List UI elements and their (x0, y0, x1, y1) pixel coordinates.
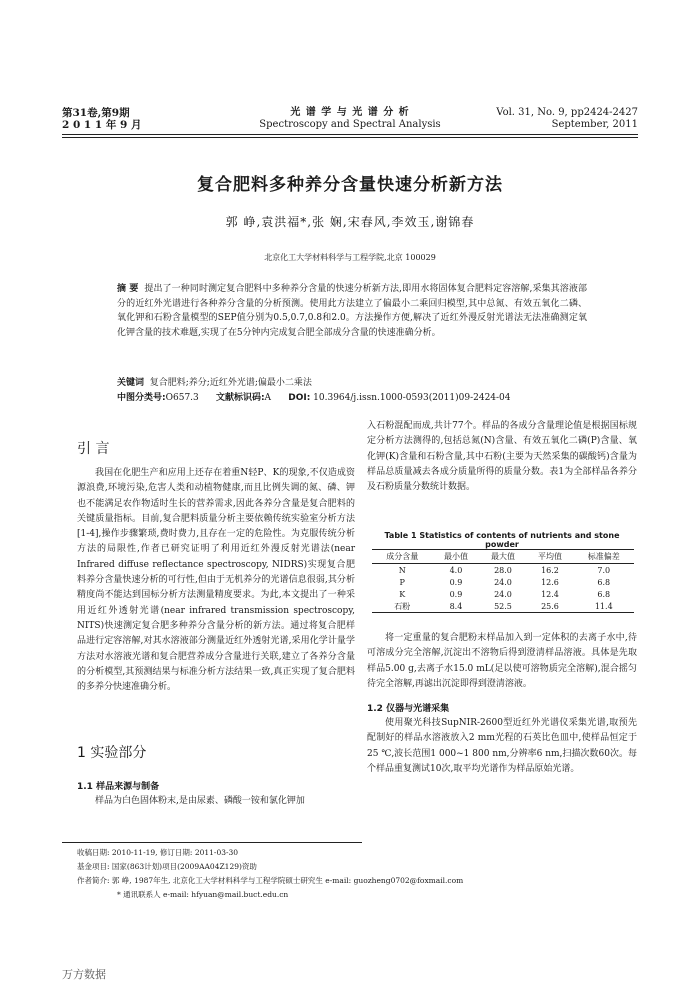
table-row (372, 564, 634, 577)
journal-name (240, 107, 460, 131)
table-cell: 12.6 (541, 577, 559, 587)
received-date: 收稿日期: 2010-11-19, 修订日期: 2011-03-30 (77, 848, 239, 857)
table-cell: 52.5 (479, 600, 526, 613)
table-cell: 24.0 (494, 589, 512, 599)
table-cell: 16.2 (541, 565, 559, 575)
table-cell: 28.0 (494, 565, 512, 575)
section-1-heading: 1 实验部分 (77, 745, 147, 761)
table-cell: 石粉 (372, 600, 432, 613)
keywords (117, 376, 617, 390)
table-cell: P (399, 577, 405, 587)
table-cell: 12.4 (541, 589, 559, 599)
journal-issue-cn (62, 107, 141, 131)
author-bio: 作者简介: 郭 峥, 1987年生, 北京化工大学材料科学与工程学院硕士研究生 e-mail: guozheng0702@foxmail.com (77, 876, 464, 885)
table-header-cell: 标准偏差 (574, 550, 635, 564)
keywords-label: 关键词 (117, 378, 145, 388)
table-row (372, 600, 634, 613)
solution-preparation-paragraph: 将一定重量的复合肥粉末样品加入到一定体积的去离子水中,待可溶成分完全溶解,沉淀出不溶物后得到澄清样品溶液。具体是先取样品5.00 g,去离子水15.0 mL(足以使可溶物质完全溶解),混合摇匀待完全溶解,再滤出沉淀即得到澄清溶液。 (367, 633, 637, 689)
table-cell: 7.0 (597, 565, 611, 575)
journal-issue-en (496, 107, 638, 131)
volume-issue-en: Vol. 31, No. 9, pp2424-2427 (496, 107, 638, 118)
header-rule (62, 134, 638, 135)
table-1 (372, 549, 634, 613)
intro-paragraph: 我国在化肥生产和应用上还存在着重N轻P、K的现象,不仅造成资源浪费,环境污染,危害人类和动植物健康,而且比例失调的氮、磷、钾也不能满足农作物适时生长的营养需求,因此各养分含量是复合肥料的关键质量指标。目前,复合肥料质量分析主要依赖传统实验室分析方法[1-4],操作步骤繁琐,费时费力,且存在一定的危险性。为克服传统分析方法的局限性,作者已研究证明了利用近红外漫反射光谱法(near Infrared diffuse reflectance spectroscopy, NIDRS)实现复合肥料养分含量快速分析的可行性,但由于无机养分的光谱信息很弱,其分析精度尚不能达到国标分析方法测量精度要求。为此,本文提出了一种采用近红外透射光谱(near infrared transmission spectroscopy, NITS)快速测定复合肥多种养分含量分析的新方法。通过将复合肥样品进行定容溶解,对其水溶液部分测量近红外透射光谱,采用化学计量学方法对水溶液光谱和复合肥营养成分含量进行关联,建立了各养分含量的分析模型,其预测结果与标准分析方法结果一致,真正实现了复合肥料的多养分快速准确分析。 (77, 468, 355, 693)
subsection-1-2-heading: 1.2 仪器与光谱采集 (367, 704, 450, 714)
keywords-text: 复合肥料;养分;近红外光谱;偏最小二乘法 (149, 378, 312, 388)
table-cell: 6.8 (597, 577, 611, 587)
affiliation: 北京化工大学材料科学与工程学院,北京 100029 (264, 253, 436, 262)
clc-label: 中图分类号: (117, 393, 166, 403)
subsection-1-1-text: 样品为白色固体粉末,是由尿素、磷酸一铵和氯化钾加 (95, 796, 305, 806)
doc-code-label: 文献标识码: (215, 393, 265, 403)
classification-line (117, 391, 617, 405)
header-rule-thin (62, 137, 638, 138)
table-header-cell: 最小值 (432, 550, 479, 564)
table-cell: 6.8 (597, 589, 611, 599)
table-header-cell: 成分含量 (372, 550, 432, 564)
author-list: 郭 峥,袁洪福*,张 娴,宋春风,李效玉,谢锦春 (225, 215, 475, 229)
table-row (372, 576, 634, 588)
journal-name-cn: 光 谱 学 与 光 谱 分 析 (290, 107, 410, 118)
table-cell: 11.4 (574, 600, 635, 613)
paper-title: 复合肥料多种养分含量快速分析新方法 (197, 175, 503, 195)
abstract-text: 提出了一种同时测定复合肥料中多种养分含量的快速分析新方法,即用水将固体复合肥料定容溶解,采集其溶液部分的近红外光谱进行各种养分含量的分析预测。使用此方法建立了偏最小二乘回归模型,其中总氮、有效五氧化二磷、氧化钾和石粉含量模型的SEP值分别为0.5,0.7,0.8和2.0。方法操作方便,解决了近红外漫反射光谱法无法准确测定氧化钾含量的技术难题,实现了在5分钟内完成复合肥全部成分含量的快速准确分析。 (117, 284, 587, 338)
table-cell: 0.9 (449, 577, 463, 587)
abstract (117, 282, 587, 340)
sample-description-paragraph: 入石粉混配而成,共计77个。样品的各成分含量理论值是根据国标规定分析方法测得的,包括总氮(N)含量、有效五氧化二磷(P)含量、氧化钾(K)含量和石粉含量,其中石粉(主要为天然采集的碳酸钙)含量为样品总质量减去各成分质量所得的质量分数。表1为全部样品各养分及石粉质量分数统计数据。 (367, 421, 637, 493)
doi-label: DOI: (288, 393, 311, 403)
footnote-rule (62, 842, 362, 843)
table-cell: 24.0 (494, 577, 512, 587)
clc-code: O657.3 (165, 393, 199, 403)
date-cn: 2 0 1 1 年 9 月 (62, 119, 142, 131)
table-cell: 4.0 (449, 565, 463, 575)
table-1-caption: Table 1 Statistics of contents of nutrients and stone powder (384, 531, 620, 549)
table-cell: 8.4 (432, 600, 479, 613)
journal-name-en: Spectroscopy and Spectral Analysis (259, 119, 441, 130)
table-cell: 25.6 (526, 600, 573, 613)
date-en: September, 2011 (551, 119, 638, 130)
intro-heading: 引 言 (77, 441, 110, 457)
table-header-cell: 平均值 (526, 550, 573, 564)
table-cell: N (398, 565, 406, 575)
table-row (372, 588, 634, 600)
doc-code: A (264, 393, 272, 403)
instrument-paragraph: 使用聚光科技SupNIR-2600型近红外光谱仪采集光谱,取预先配制好的样品水溶液放入2 mm光程的石英比色皿中,使样品恒定于25 ℃,波长范围1 000~1 800 nm,分辨率6 nm,扫描次数60次。每个样品重复测试10次,取平均光谱作为样品原始光谱。 (367, 718, 637, 774)
subsection-1-1-heading: 1.1 样品来源与制备 (77, 782, 160, 792)
volume-issue-cn: 第31卷,第9期 (62, 107, 130, 119)
doi-value: 10.3964/j.issn.1000-0593(2011)09-2424-04 (313, 393, 511, 403)
table-header-cell: 最大值 (479, 550, 526, 564)
table-cell: 0.9 (449, 589, 463, 599)
table-cell: K (399, 589, 406, 599)
fund-info: 基金项目: 国家(863计划)项目(2009AA04Z129)资助 (77, 862, 257, 871)
watermark: 万方数据 (62, 968, 106, 981)
corresponding-author: * 通讯联系人 e-mail: hfyuan@mail.buct.edu.cn (117, 890, 289, 899)
abstract-label: 摘 要 (117, 284, 139, 294)
table-header-row (372, 550, 634, 564)
